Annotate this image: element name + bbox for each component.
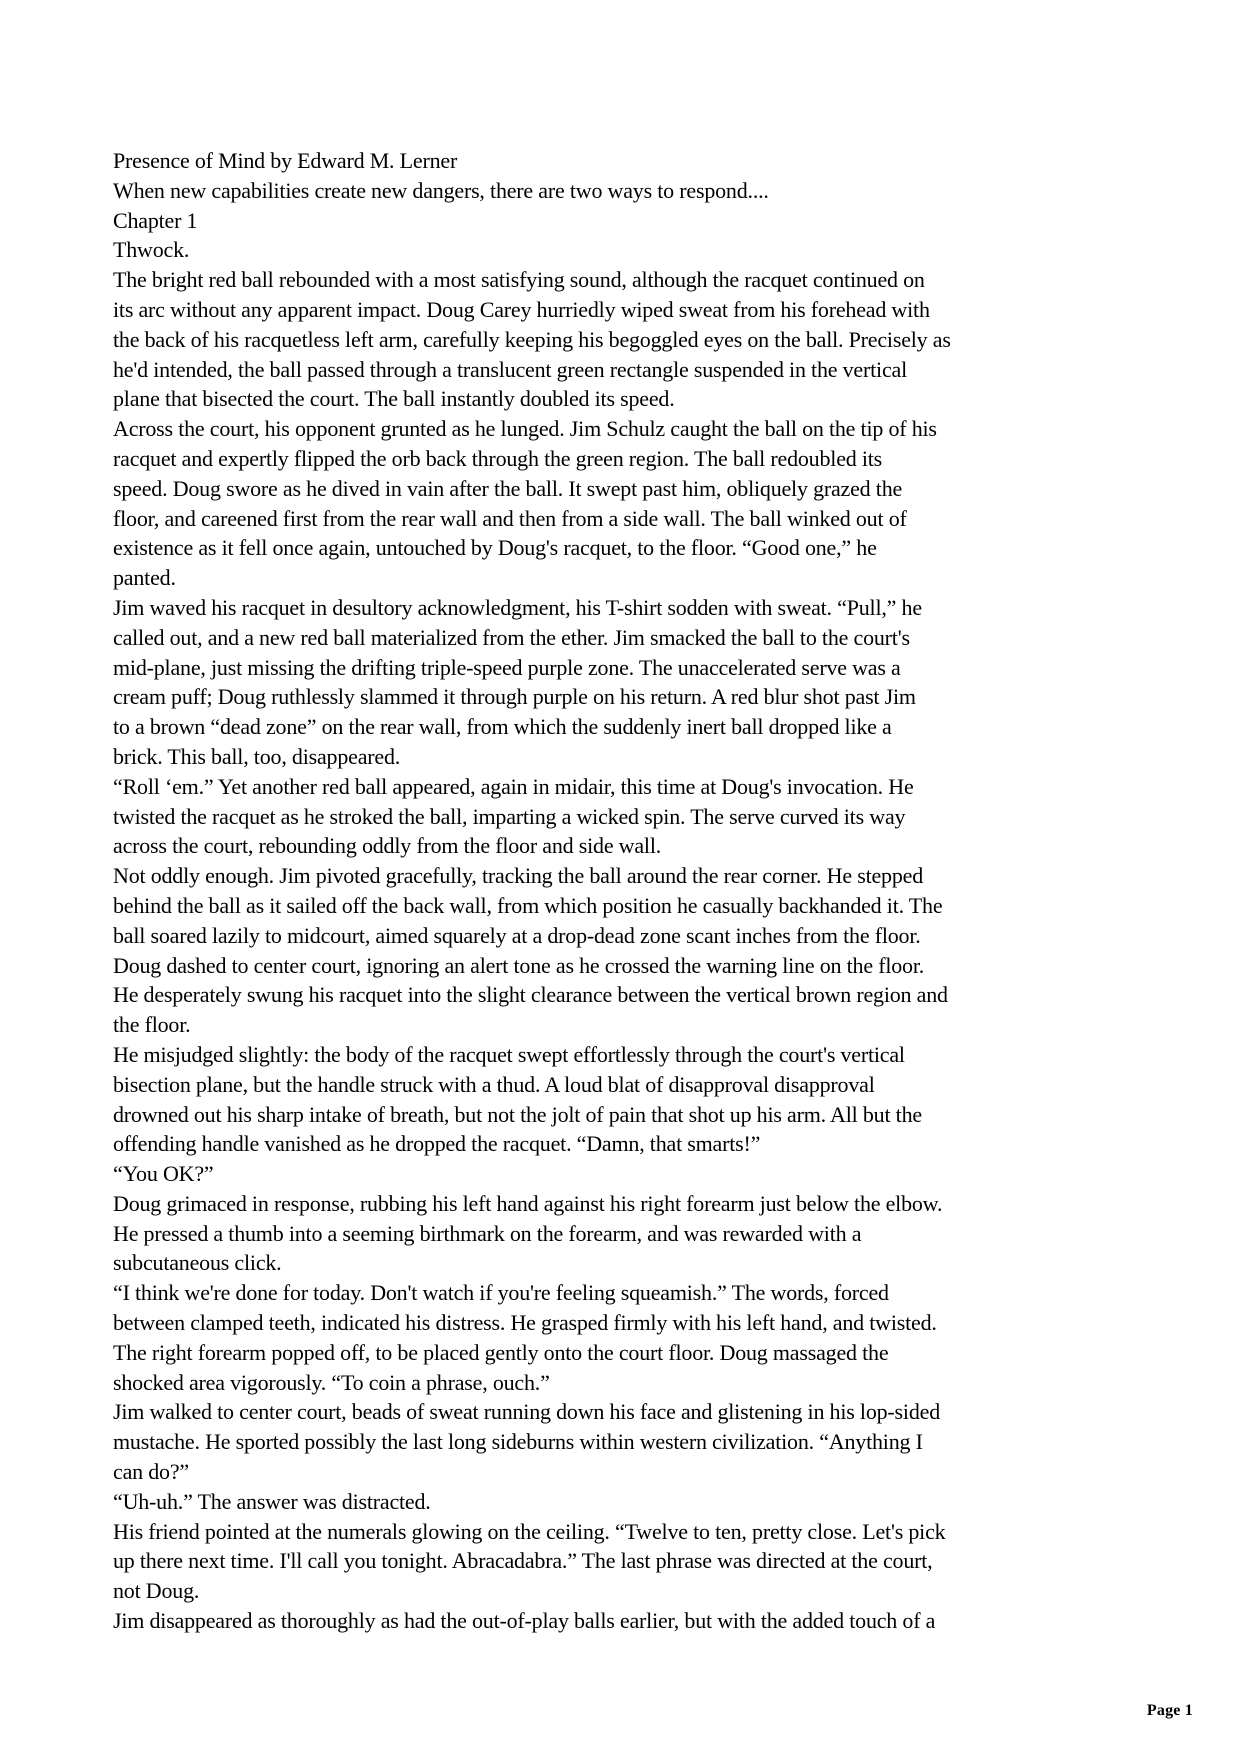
title-line	[113, 146, 1133, 176]
text-line: Doug dashed to center court, ignoring an alert tone as he crossed the warning line on the floor.	[113, 952, 925, 978]
text-line: “Roll ‘em.” Yet another red ball appeared, again in midair, this time at Doug's invocation. He	[113, 773, 914, 799]
text-line: he'd intended, the ball passed through a translucent green rectangle suspended in the vertical	[113, 356, 907, 382]
text-line: Not oddly enough. Jim pivoted gracefully, tracking the ball around the rear corner. He stepped	[113, 863, 924, 889]
text-line: offending handle vanished as he dropped the racquet. “Damn, that smarts!”	[113, 1131, 761, 1157]
story-paragraph	[113, 1278, 1133, 1397]
story-paragraph	[113, 414, 1133, 593]
story-paragraph	[113, 772, 1133, 861]
text-line: its arc without any apparent impact. Doug Carey hurriedly wiped sweat from his forehead with	[113, 296, 930, 322]
text-line: mustache. He sported possibly the last long sideburns within western civilization. “Anything I	[113, 1429, 923, 1455]
text-line: not Doug.	[113, 1578, 200, 1604]
tagline	[113, 176, 1133, 206]
text-line: Doug grimaced in response, rubbing his left hand against his right forearm just below the elbow.	[113, 1190, 943, 1216]
text-line: ball soared lazily to midcourt, aimed squarely at a drop-dead zone scant inches from the floor.	[113, 922, 921, 948]
text-line: He desperately swung his racquet into the slight clearance between the vertical brown region and	[113, 982, 948, 1008]
story-paragraph	[113, 1517, 1133, 1606]
text-line: brick. This ball, too, disappeared.	[113, 743, 401, 769]
story-text	[113, 146, 1133, 1636]
page-number: Page 1	[1146, 1702, 1193, 1719]
text-line: speed. Doug swore as he dived in vain after the ball. It swept past him, obliquely grazed the	[113, 475, 903, 501]
text-line: “I think we're done for today. Don't watch if you're feeling squeamish.” The words, forced	[113, 1280, 889, 1306]
text-line: drowned out his sharp intake of breath, but not the jolt of pain that shot up his arm. All but the	[113, 1101, 922, 1127]
text-line: His friend pointed at the numerals glowing on the ceiling. “Twelve to ten, pretty close. Let's pick	[113, 1518, 946, 1544]
text-line: bisection plane, but the handle struck with a thud. A loud blat of disapproval disapproval	[113, 1071, 875, 1097]
chapter-heading	[113, 206, 1133, 236]
story-paragraph	[113, 265, 1133, 414]
story-paragraph	[113, 235, 1133, 265]
text-line: across the court, rebounding oddly from the floor and side wall.	[113, 833, 662, 859]
text-line: panted.	[113, 565, 176, 591]
text-line: cream puff; Doug ruthlessly slammed it through purple on his return. A red blur shot past Jim	[113, 684, 916, 710]
text-line: He misjudged slightly: the body of the racquet swept effortlessly through the court's vertical	[113, 1041, 905, 1067]
text-line: racquet and expertly flipped the orb back through the green region. The ball redoubled its	[113, 445, 883, 471]
text-line: subcutaneous click.	[113, 1250, 282, 1276]
story-paragraph	[113, 1606, 1133, 1636]
text-line: shocked area vigorously. “To coin a phrase, ouch.”	[113, 1369, 550, 1395]
text-line: the back of his racquetless left arm, carefully keeping his begoggled eyes on the ball. Precisely as	[113, 326, 951, 352]
text-line: the floor.	[113, 1012, 191, 1038]
text-line: Chapter 1	[113, 207, 198, 233]
story-paragraph	[113, 593, 1133, 772]
text-line: Jim walked to center court, beads of sweat running down his face and glistening in his lop-sided	[113, 1399, 940, 1425]
text-line: Across the court, his opponent grunted as he lunged. Jim Schulz caught the ball on the tip of his	[113, 416, 937, 442]
text-line: When new capabilities create new dangers, there are two ways to respond....	[113, 177, 769, 203]
text-line: “Uh-uh.” The answer was distracted.	[113, 1488, 431, 1514]
text-line: called out, and a new red ball materialized from the ether. Jim smacked the ball to the court's	[113, 624, 910, 650]
text-line: up there next time. I'll call you tonight. Abracadabra.” The last phrase was directed at the court,	[113, 1548, 933, 1574]
text-line: Jim waved his racquet in desultory acknowledgment, his T-shirt sodden with sweat. “Pull,” he	[113, 594, 922, 620]
text-line: Presence of Mind by Edward M. Lerner	[113, 148, 458, 173]
text-line: “You OK?”	[113, 1161, 214, 1187]
text-line: mid-plane, just missing the drifting triple-speed purple zone. The unaccelerated serve was a	[113, 654, 901, 680]
story-paragraph	[113, 1487, 1133, 1517]
story-paragraph	[113, 1040, 1133, 1159]
text-line: behind the ball as it sailed off the back wall, from which position he casually backhanded it. The	[113, 892, 943, 918]
text-line: The bright red ball rebounded with a most satisfying sound, although the racquet continued on	[113, 267, 925, 293]
text-line: He pressed a thumb into a seeming birthmark on the forearm, and was rewarded with a	[113, 1220, 862, 1246]
text-line: The right forearm popped off, to be placed gently onto the court floor. Doug massaged the	[113, 1339, 889, 1365]
text-line: Jim disappeared as thoroughly as had the out-of-play balls earlier, but with the added touch of a	[113, 1608, 936, 1634]
text-line: between clamped teeth, indicated his distress. He grasped firmly with his left hand, and twisted.	[113, 1310, 937, 1336]
text-line: plane that bisected the court. The ball instantly doubled its speed.	[113, 386, 675, 412]
text-line: existence as it fell once again, untouched by Doug's racquet, to the floor. “Good one,” he	[113, 535, 877, 561]
text-line: twisted the racquet as he stroked the ball, imparting a wicked spin. The serve curved its way	[113, 803, 906, 829]
story-paragraph	[113, 1189, 1133, 1278]
story-paragraph	[113, 1397, 1133, 1486]
story-paragraph	[113, 1159, 1133, 1189]
story-paragraph	[113, 861, 1133, 1040]
text-line: Thwock.	[113, 237, 190, 263]
text-line: to a brown “dead zone” on the rear wall, from which the suddenly inert ball dropped like a	[113, 714, 892, 740]
text-line: floor, and careened first from the rear wall and then from a side wall. The ball winked out of	[113, 505, 907, 531]
text-line: can do?”	[113, 1459, 189, 1485]
